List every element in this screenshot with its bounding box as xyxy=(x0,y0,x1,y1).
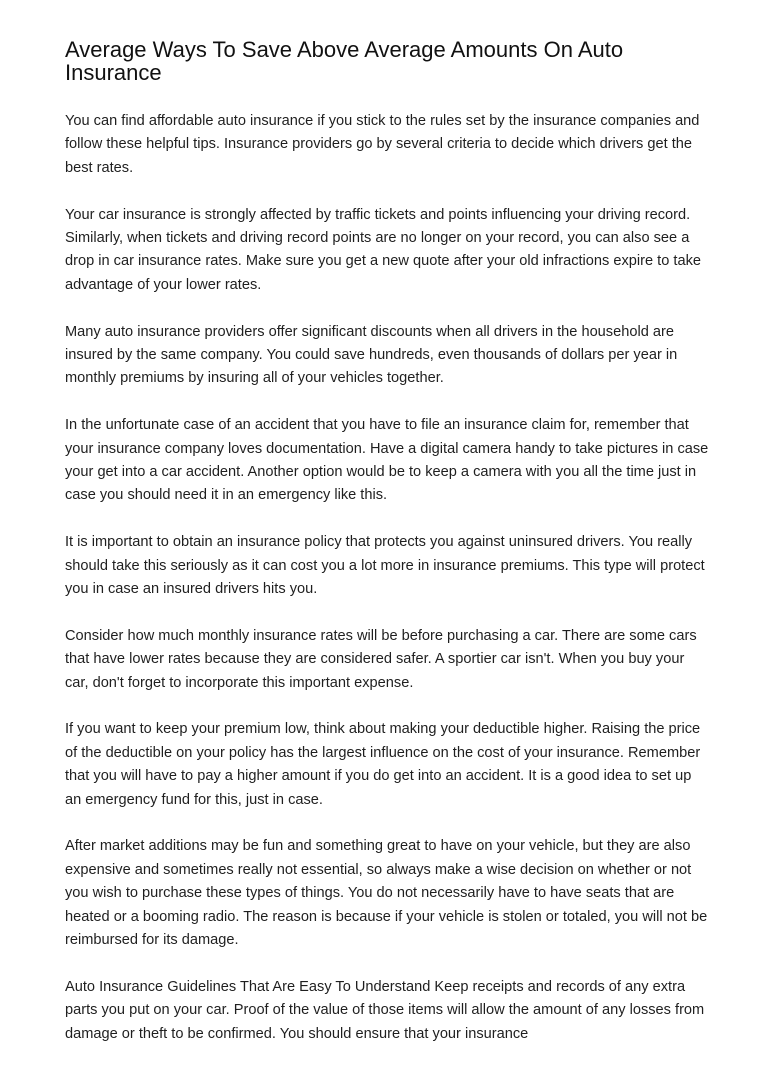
paragraph-7: If you want to keep your premium low, think about making your deductible higher. Raising the price of the deductible on your policy has the largest influence on the cost of your insurance. Remember that you will have to pay a higher amount if you do get into an accident. It is a good idea to set up an emergency fund for this, just in case. xyxy=(65,721,701,808)
paragraph-9: Auto Insurance Guidelines That Are Easy To Understand Keep receipts and records of any extra parts you put on your car. Proof of the value of those items will allow the amount of any losses from damage or theft to be confirmed. You should ensure that your insurance xyxy=(65,978,705,1042)
paragraph-4: In the unfortunate case of an accident that you have to file an insurance claim for, remember that your insurance company loves documentation. Have a digital camera handy to take pictures in case your get into a car accident. Another option would be to keep a camera with you all the time just in case you should need it in an emergency like this. xyxy=(65,417,709,504)
document-page xyxy=(65,38,710,1046)
document-title: Average Ways To Save Above Average Amounts On Auto Insurance xyxy=(65,37,624,85)
paragraph-5: It is important to obtain an insurance policy that protects you against uninsured drivers. You really should take this seriously as it can cost you a lot more in insurance premiums. This type will protect you in case an insured drivers hits you. xyxy=(65,534,705,598)
paragraph-2: Your car insurance is strongly affected by traffic tickets and points influencing your driving record. Similarly, when tickets and driving record points are no longer on your record, you can also see a drop in car insurance rates. Make sure you get a new quote after your old infractions expire to take advantage of your lower rates. xyxy=(65,206,701,293)
paragraph-6: Consider how much monthly insurance rates will be before purchasing a car. There are some cars that have lower rates because they are considered safer. A sportier car isn't. When you buy your car, don't forget to incorporate this important expense. xyxy=(65,627,697,691)
paragraph-1: You can find affordable auto insurance if you stick to the rules set by the insurance companies and follow these helpful tips. Insurance providers go by several criteria to decide which drivers get the best rates. xyxy=(65,113,700,176)
paragraph-3: Many auto insurance providers offer significant discounts when all drivers in the household are insured by the same company. You could save hundreds, even thousands of dollars per year in monthly premiums by insuring all of your vehicles together. xyxy=(65,323,678,387)
paragraph-8: After market additions may be fun and something great to have on your vehicle, but they are also expensive and sometimes really not essential, so always make a wise decision on whether or not you wish to purchase these types of things. You do not necessarily have to have seats that are heated or a booming radio. The reason is because if your vehicle is stolen or totaled, you will not be reimbursed for its damage. xyxy=(65,838,708,949)
